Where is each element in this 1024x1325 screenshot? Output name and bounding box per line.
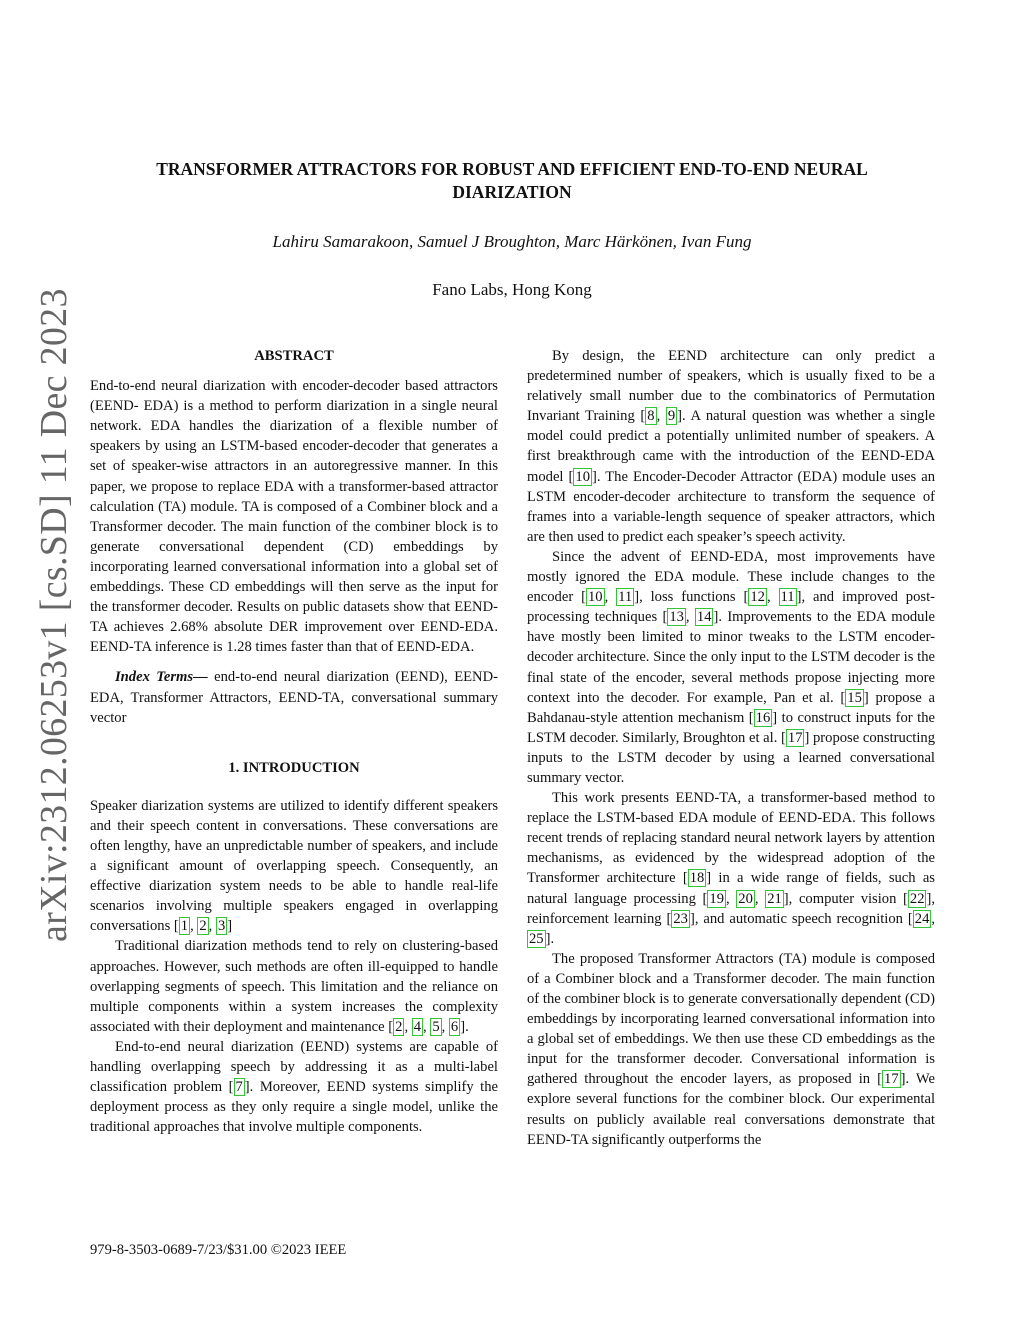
citation-link[interactable]: 20 (738, 890, 753, 907)
right-paragraph-3: This work presents EEND-TA, a transformer-based method to replace the LSTM-based EDA module of EEND-EDA. This follows recent trends of replacing standard neural network layers by attention mechanisms, as evidenced by the widespread adoption of the Transformer architecture [ 18 ] in a wide range of fields, such as natural language processing [ 19 , 20 , 21 ], computer vision [ 22 ], reinforcement learning [ 23 ], and automatic speech recognition [ 24 , 25 ]. (527, 790, 936, 947)
text-run: Traditional diarization methods tend to rely on clustering-based approaches. However, such methods are often ill-equipped to handle overlapping segments of speech. This limitation and the reliance on multiple components within a system increases the complexity associated with their deployment and maintenance (90, 938, 498, 1035)
citation-link[interactable]: 10 (575, 468, 590, 485)
introduction-heading: 1. INTRODUCTION (228, 759, 360, 776)
citation-link[interactable]: 17 (884, 1071, 899, 1088)
text-run: . A natural question was whether a single model could predict a potentially unlimited number of speakers. A first breakthrough came with the introduction of the EEND-EDA model (527, 408, 935, 485)
abstract-heading: ABSTRACT (254, 348, 334, 364)
text-run: . Moreover, EEND systems simplify the deployment process as they only require a single model, unlike the traditional approaches that involve multiple components. (90, 1079, 498, 1136)
citation-link[interactable]: 16 (755, 709, 771, 726)
citation-link[interactable]: 10 (587, 589, 603, 606)
text-run: End-to-end neural diarization (EEND) systems are capable of handling overlapping speech by addressing it as a multi-label classification problem (90, 1038, 498, 1096)
intro-paragraph-3: End-to-end neural diarization (EEND) systems are capable of handling overlapping speech by addressing it as a multi-label classification problem [ 7 ]. Moreover, EEND systems simplify the deployment process as they only require a single model, unlike the traditional approaches that involve multiple components. (90, 1038, 498, 1136)
text-run: propose constructing inputs to the LSTM decoder by using a learned conversational summary vector. (527, 729, 936, 786)
text-run: . Improvements to the EDA module have mostly been limited to minor tweaks to the LSTM encoder-decoder architecture. Since the only input to the LSTM decoder is the final state of the encoder, several methods propose injecting more context into the decoder. For example, Pan et al. (527, 609, 936, 706)
citation-link[interactable]: 22 (909, 890, 925, 907)
citation-link[interactable]: 21 (767, 890, 782, 907)
text-run: in a wide range of fields, such as natural language processing (527, 870, 935, 907)
text-run: . We explore several functions for the combiner block. Our experimental results on publicly available real conversations demonstrate that EEND-TA significantly outperforms the (527, 1071, 935, 1148)
index-terms-text: end-to-end neural diarization (EEND), EEND- EDA, Transformer Attractors, EEND-TA, conversational summary vector (90, 669, 498, 726)
citation-link[interactable]: 2 (199, 918, 207, 935)
citation-link[interactable]: 13 (669, 609, 684, 626)
citation-link[interactable]: 17 (787, 729, 803, 746)
text-run: Since the advent of EEND-EDA, most improvements have mostly ignored the EDA module. These include changes to the encoder (527, 548, 935, 606)
citation-link[interactable]: 4 (413, 1018, 422, 1035)
paper-title (90, 158, 934, 204)
citation-link[interactable]: 24 (914, 910, 930, 927)
text-run: , computer vision (788, 890, 904, 907)
text-run: , reinforcement learning (527, 890, 936, 927)
citation-link[interactable]: 11 (780, 589, 795, 606)
text-run: Speaker diarization systems are utilized to identify different speakers and their speech content in conversations. These conversations are often lengthy, have an unpredictable number of speakers, and include a significant amount of overlapping speech. Consequently, an effective diarization system needs to be able to handle real-life scenarios involving multiple speakers engaged in overlapping conversations (90, 797, 498, 935)
right-paragraph-1: By design, the EEND architecture can only predict a predetermined number of speakers, which is usually fixed to be a relatively small number due to the combinatorics of Permutation Invariant Training [ 8 , 9 ]. A natural question was whether a single model could predict a potentially unlimited number of speakers. A first breakthrough came with the introduction of the EEND-EDA model [ 10 ]. The Encoder-Decoder Attractor (EDA) module uses an LSTM encoder-decoder architecture to transform the sequence of frames into a variable-length sequence of speaker attractors, which are then used to predict each speaker’s speech activity. (527, 348, 935, 545)
citation-link[interactable]: 8 (647, 408, 655, 425)
text-run: The proposed Transformer Attractors (TA) module is composed of a Combiner block and a Transformer decoder. The main function of the combiner block is to generate conversationally dependent (CD) embeddings by incorporating learned conversational information into a global set of embeddings. We then use these CD embeddings as the input for the transformer decoder. Conversational information is gathered throughout the encoder layers, as proposed in (527, 950, 935, 1088)
affiliation: Fano Labs, Hong Kong (432, 280, 592, 299)
copyright-footer: 979-8-3503-0689-7/23/$31.00 ©2023 IEEE (90, 1242, 347, 1258)
text-run: , loss functions (639, 589, 744, 606)
citation-link[interactable]: 6 (450, 1018, 459, 1035)
right-column (527, 346, 935, 1150)
citation-link[interactable]: 2 (395, 1018, 403, 1035)
author-list: Lahiru Samarakoon, Samuel J Broughton, Marc Härkönen, Ivan Fung (272, 232, 752, 251)
text-run: , and improved post-processing techniques (527, 589, 935, 626)
text-run: propose a Bahdanau-style attention mechanism (527, 689, 935, 726)
index-terms-label: Index Terms— (115, 669, 208, 686)
citation-link[interactable]: 23 (673, 910, 688, 927)
citation-link[interactable]: 7 (235, 1079, 243, 1096)
arxiv-identifier: arXiv:2312.06253v1 [cs.SD] 11 Dec 2023 (33, 288, 75, 942)
citation-link[interactable]: 11 (618, 589, 633, 606)
index-terms (90, 667, 498, 727)
text-run: to construct inputs for the LSTM decoder. Similarly, Broughton et al. (527, 709, 935, 746)
title-line-1: TRANSFORMER ATTRACTORS FOR ROBUST AND EFFICIENT END-TO-END NEURAL (156, 159, 868, 179)
citation-link[interactable]: 3 (217, 918, 226, 935)
abstract-text: End-to-end neural diarization with encoder-decoder based attractors (EEND- EDA) is a method to perform diarization in a single neural network. EDA handles the diarization of a flexible number of speakers by using an LSTM-based encoder-decoder that generates a set of speaker-wise attractors in an autoregressive manner. In this paper, we propose to replace EDA with a transformer-based attractor calculation (TA) module. TA is composed of a Combiner block and a Transformer decoder. The main function of the combiner block is to generate conversational dependent (CD) embeddings by incorporating learned conversational information into a global set of embeddings. These CD embeddings will then serve as the input for the transformer decoder. Results on public datasets show that EEND-TA achieves 2.68% absolute DER improvement over EEND-EDA. EEND-TA inference is 1.28 times faster than that of EEND-EDA. (90, 378, 498, 656)
citation-link[interactable]: 25 (529, 930, 544, 947)
right-paragraph-4: The proposed Transformer Attractors (TA) module is composed of a Combiner block and a Transformer decoder. The main function of the combiner block is to generate conversationally dependent (CD) embeddings by incorporating learned conversational information into a global set of embeddings. We then use these CD embeddings as the input for the transformer decoder. Conversational information is gathered throughout the encoder layers, as proposed in [ 17 ]. We explore several functions for the combiner block. Our experimental results on publicly available real conversations demonstrate that EEND-TA significantly outperforms the (527, 950, 935, 1148)
citation-link[interactable]: 19 (709, 890, 724, 907)
left-column (90, 346, 498, 1137)
intro-paragraph-2: Traditional diarization methods tend to rely on clustering-based approaches. However, such methods are often ill-equipped to handle overlapping segments of speech. This limitation and the reliance on multiple components within a system increases the complexity associated with their deployment and maintenance [ 2 , 4 , 5 , 6 ]. (90, 938, 498, 1035)
right-paragraph-2: Since the advent of EEND-EDA, most improvements have mostly ignored the EDA module. These include changes to the encoder [ 10 , 11 ], loss functions [ 12 , 11 ], and improved post-processing techniques [ 13 , 14 ]. Improvements to the EDA module have mostly been limited to minor tweaks to the LSTM encoder-decoder architecture. Since the only input to the LSTM decoder is the final state of the encoder, several methods propose injecting more context into the decoder. For example, Pan et al. [ 15 ] propose a Bahdanau-style attention mechanism [ 16 ] to construct inputs for the LSTM decoder. Similarly, Broughton et al. [ 17 ] propose constructing inputs to the LSTM decoder by using a learned conversational summary vector. (527, 548, 936, 786)
intro-paragraph-1: Speaker diarization systems are utilized to identify different speakers and their speech content in conversations. These conversations are often lengthy, have an unpredictable number of speakers, and include a significant amount of overlapping speech. Consequently, an effective diarization system needs to be able to handle real-life scenarios involving multiple speakers engaged in overlapping conversations [ 1 , 2 , 3 ] (90, 797, 498, 935)
text-run: By design, the EEND architecture can only predict a predetermined number of speakers, which is usually fixed to be a relatively small number due to the combinatorics of Permutation Invariant Training (527, 348, 935, 425)
title-line-2: DIARIZATION (452, 182, 572, 202)
text-run: . The Encoder-Decoder Attractor (EDA) module uses an LSTM encoder-decoder architecture to transform the sequence of frames into a variable-length sequence of speaker attractors, which are then used to predict each speaker’s speech activity. (527, 468, 935, 545)
citation-link[interactable]: 18 (689, 870, 705, 887)
citation-link[interactable]: 15 (847, 689, 862, 706)
citation-link[interactable]: 12 (750, 589, 765, 606)
citation-link[interactable]: 1 (180, 918, 189, 935)
citation-link[interactable]: 14 (696, 609, 712, 626)
text-run: , and automatic speech recognition (694, 910, 908, 927)
citation-link[interactable]: 9 (667, 408, 676, 425)
citation-link[interactable]: 5 (432, 1018, 440, 1035)
text-run: This work presents EEND-TA, a transformer-based method to replace the LSTM-based EDA module of EEND-EDA. This follows recent trends of replacing standard neural network layers by attention mechanisms, as evidenced by the widespread adoption of the Transformer architecture (527, 790, 935, 887)
